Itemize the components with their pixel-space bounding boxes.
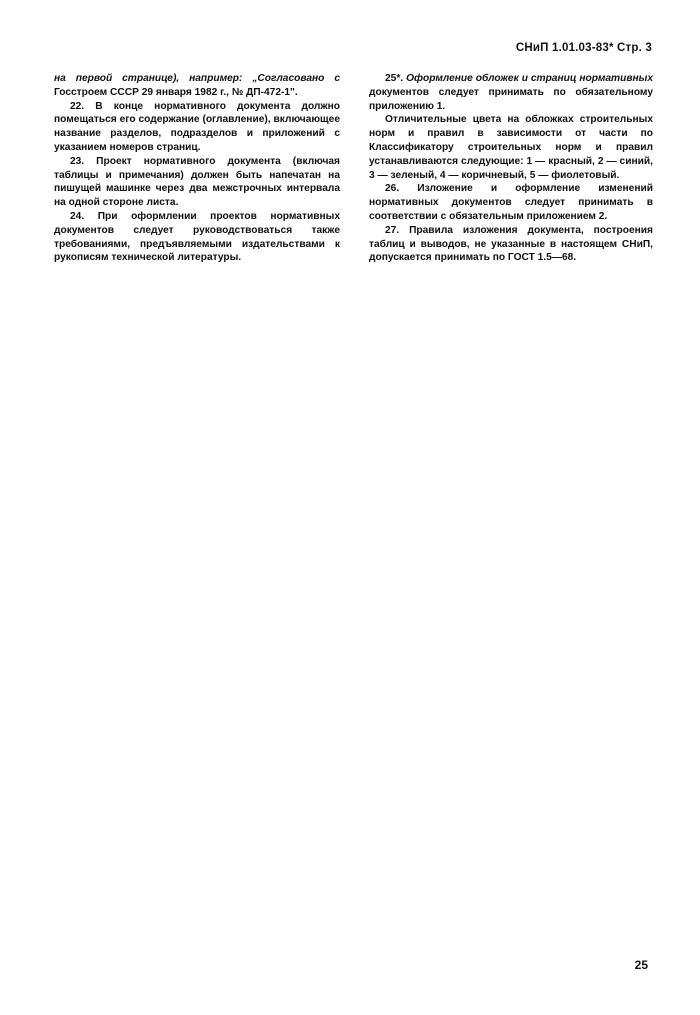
page-number: 25 <box>634 958 648 972</box>
paragraph-25 <box>369 72 653 113</box>
paragraph-21-italic-text: на первой странице), например: „Согласовано с <box>54 73 340 84</box>
right-text-column <box>369 72 653 265</box>
paragraph-25-number: 25*. <box>385 73 404 84</box>
paragraph-25-text: документов следует принимать по обязательному приложению 1. <box>369 86 653 112</box>
paragraph-27: 27. Правила изложения документа, построения таблиц и выводов, не указанные в настоящем СНиП, допускается принимать по ГОСТ 1.5—68. <box>369 224 653 264</box>
paragraph-25-italic-text: Оформление обложек и страниц нормативных <box>406 73 653 84</box>
left-text-column <box>54 72 340 265</box>
paragraph-22: 22. В конце нормативного документа должно помещаться его содержание (оглавление), включающее название разделов, подразделов и приложений с указанием номеров страниц. <box>54 100 340 153</box>
paragraph-21-text: Госстроем СССР 29 января 1982 г., № ДП-472-1". <box>54 86 298 98</box>
document-code-header: СНиП 1.01.03-83* Стр. 3 <box>515 42 652 54</box>
paragraph-25-colors: Отличительные цвета на обложках строительных норм и правил в зависимости от части по Классификатору строительных норм и правил устанавливаются следующие: 1 — красный, 2 — синий, 3 — зеленый, 4 — коричневый, 5 — фиолетовый. <box>369 114 653 181</box>
paragraph-26: 26. Изложение и оформление изменений нормативных документов следует принимать в соответствии с обязательным приложением 2. <box>369 183 653 222</box>
paragraph-24: 24. При оформлении проектов нормативных документов следует руководствоваться также требованиями, предъявляемыми издательствами к рукописям технической литературы. <box>54 210 340 264</box>
paragraph-21-continuation <box>54 72 340 100</box>
paragraph-23: 23. Проект нормативного документа (включая таблицы и примечания) должен быть напечатан на пишущей машинке через два межстрочных интервала на одной стороне листа. <box>54 155 340 209</box>
